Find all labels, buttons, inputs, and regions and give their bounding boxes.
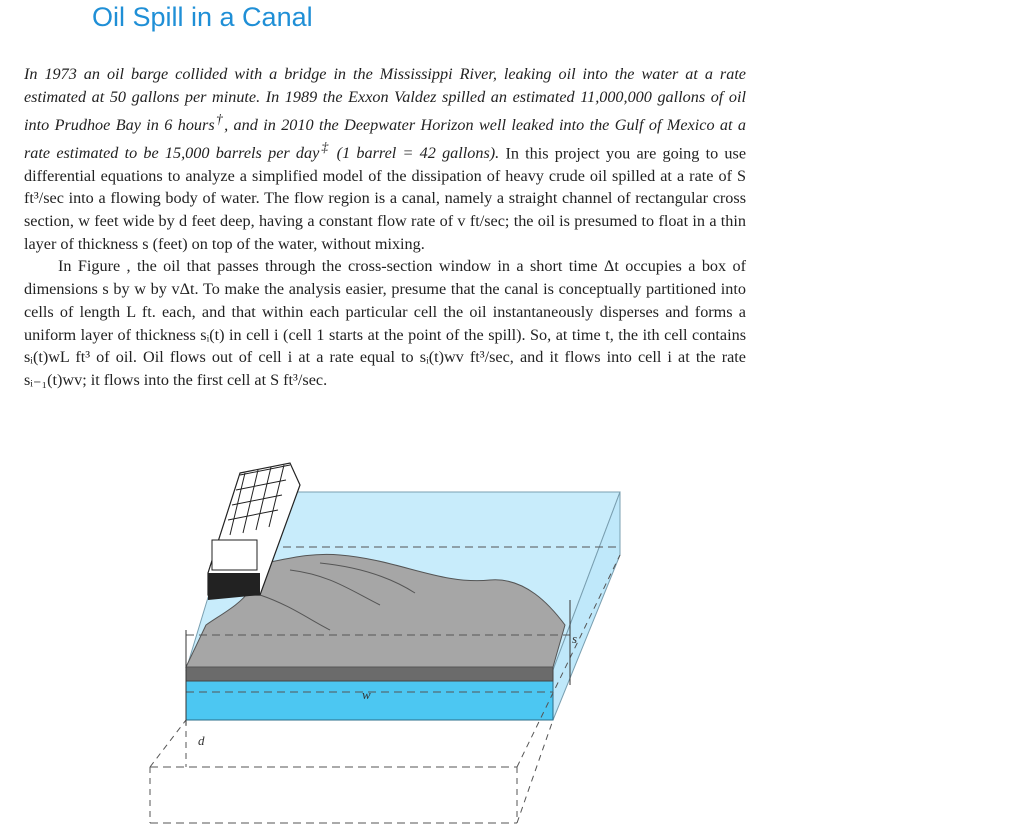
label-d: d: [198, 733, 205, 748]
bottom-box-diag-left: [150, 720, 186, 767]
paragraph-1: [24, 63, 746, 255]
paragraph-1-body: In this project you are going to use differential equations to analyze a simplified model of the dissipation of heavy crude oil spilled at a rate of S ft³/sec into a flowing body of water. The flow region is a canal, namely a straight channel of rectangular cross section, w feet wide by d feet deep, having a constant flow rate of v ft/sec; the oil is presumed to float in a thin layer of thickness s (feet) on top of the water, without mixing.: [24, 143, 747, 253]
label-w: w: [362, 687, 371, 702]
paragraph-2: In Figure , the oil that passes through the cross-section window in a short time Δt occupies a box of dimensions s by w by vΔt. To make the analysis easier, presume that the canal is conceptually partitioned into cells of length L ft. each, and that within each particular cell the oil instantaneously disperses and forms a uniform layer of thickness sᵢ(t) in cell i (cell 1 starts at the point of the spill). So, at time t, the ith cell contains sᵢ(t)wL ft³ of oil. Oil flows out of cell i at a rate equal to sᵢ(t)wv ft³/sec, and it flows into cell i at the rate sᵢ₋₁(t)wv; it flows into the first cell at S ft³/sec.: [24, 257, 746, 389]
oil-layer-front: [186, 667, 553, 681]
paragraph-1-intro: In 1973 an oil barge collided with a bridge in the Mississippi River, leaking oil into the water at a rate estimated at 50 gallons per minute. In 1989 the Exxon Valdez spilled an estimated 11,000,000 gallons of oil into Prudhoe Bay in 6 hours†, and in 2010 the Deepwater Horizon well leaked into the Gulf of Mexico at a rate estimated to be 15,000 barrels per day‡ (1 barrel = 42 gallons).: [24, 65, 747, 162]
canal-figure: [140, 455, 640, 826]
body-text: [24, 63, 746, 392]
label-s: s: [572, 631, 578, 646]
barge-cabin: [212, 540, 257, 570]
bottom-box-diag-right2: [517, 720, 553, 823]
page-title: Oil Spill in a Canal: [92, 2, 313, 32]
